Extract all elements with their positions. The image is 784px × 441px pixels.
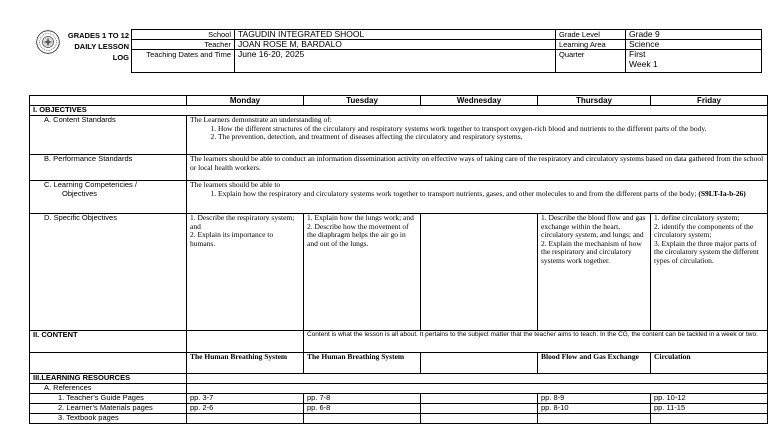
tb-tuesday — [304, 414, 421, 424]
quarter-value — [626, 50, 762, 73]
content-monday: The Human Breathing System — [187, 353, 304, 374]
teachers-guide-label: 1. Teacher’s Guide Pages — [30, 394, 187, 404]
grade-level-label: Grade Level — [556, 30, 626, 40]
content-thursday: Blood Flow and Gas Exchange — [538, 353, 651, 374]
objectives-title: I. OBJECTIVES — [30, 106, 768, 116]
content-description-blank — [187, 331, 304, 353]
teaching-dates-label: Teaching Dates and Time — [132, 50, 235, 73]
resources-title-blank — [187, 374, 768, 384]
tb-wednesday — [421, 414, 538, 424]
lm-monday: pp. 2-6 — [187, 404, 304, 414]
performance-standards-row — [30, 155, 768, 181]
content-topics-label-cell — [30, 353, 187, 374]
grade-level-value: Grade 9 — [626, 30, 762, 40]
header-info-table — [131, 29, 762, 73]
lm-tuesday: pp. 6-8 — [304, 404, 421, 414]
week-text: Week 1 — [629, 58, 658, 69]
day-thursday: Thursday — [538, 96, 651, 106]
school-label: School — [132, 30, 235, 40]
resources-title: III.LEARNING RESOURCES — [30, 374, 187, 384]
content-description: Content is what the lesson is all about. It pertains to the subject matter that the teacher aims to teach. In the CG, the content can be tackled in a week or two. — [304, 331, 768, 353]
specific-objectives-monday: 1. Describe the respiratory system; and 2. Explain its importance to humans. — [187, 214, 304, 331]
specific-objectives-label: D. Specific Objectives — [30, 214, 187, 331]
form-title-line-2: DAILY LESSON — [74, 42, 129, 51]
tg-friday: pp. 10-12 — [651, 394, 768, 404]
content-friday: Circulation — [651, 353, 768, 374]
competency-item-text: Explain how the respiratory and circulatory systems work together to transport nutrients, gases, and other molecules to and from the different parts of the body; — [218, 188, 697, 198]
competency-item-1 — [218, 190, 764, 199]
content-title: II. CONTENT — [30, 331, 187, 353]
competencies-text — [187, 181, 768, 214]
references-blank — [187, 384, 768, 394]
lesson-log-table — [29, 95, 768, 424]
competencies-label — [30, 181, 187, 214]
content-tuesday: The Human Breathing System — [304, 353, 421, 374]
quarter-text: First — [629, 49, 646, 59]
tg-thursday: pp. 8-9 — [538, 394, 651, 404]
content-standard-item-1: 1. How the different structures of the circulatory and respiratory systems work together to transport oxygen-rich blood and nutrients to the different parts of the body. — [218, 125, 764, 134]
competencies-intro: The learners should be able to — [190, 180, 281, 189]
day-tuesday: Tuesday — [304, 96, 421, 106]
form-title-line-3: LOG — [112, 53, 129, 62]
textbook-row — [30, 414, 768, 424]
learners-materials-row — [30, 404, 768, 414]
lm-thursday: pp. 8-10 — [538, 404, 651, 414]
references-label: A. References — [30, 384, 187, 394]
learning-area-label: Learning Area — [556, 40, 626, 50]
competencies-row — [30, 181, 768, 214]
textbook-label: 3. Textbook pages — [30, 414, 187, 424]
quarter-label: Quarter — [556, 50, 626, 73]
content-standards-intro: The Learners demonstrate an understanding of: — [190, 115, 332, 124]
teacher-label: Teacher — [132, 40, 235, 50]
specific-objectives-row — [30, 214, 768, 331]
learning-area-value: Science — [626, 40, 762, 50]
performance-standards-text: The learners should be able to conduct an information dissemination activity on effective ways of taking care of the respiratory and circulatory systems based on data gathered from the school or local health workers. — [187, 155, 768, 181]
tg-monday: pp. 3-7 — [187, 394, 304, 404]
tb-friday — [651, 414, 768, 424]
day-monday: Monday — [187, 96, 304, 106]
deped-seal-logo — [36, 30, 60, 54]
performance-standards-label: B. Performance Standards — [30, 155, 187, 181]
school-value: TAGUDIN INTEGRATED SHOOL — [235, 30, 556, 40]
lm-friday: pp. 11-15 — [651, 404, 768, 414]
lm-wednesday — [421, 404, 538, 414]
content-topics-row — [30, 353, 768, 374]
learners-materials-label: 2. Learner’s Materials pages — [30, 404, 187, 414]
content-wednesday — [421, 353, 538, 374]
days-header-row — [30, 96, 768, 106]
day-friday: Friday — [651, 96, 768, 106]
specific-objectives-friday: 1. define circulatory system; 2. identify the components of the circulatory system; 3. Explain the three major parts of the circulatory system the different types of circulation. — [651, 214, 768, 331]
tg-wednesday — [421, 394, 538, 404]
references-row — [30, 384, 768, 394]
tb-thursday — [538, 414, 651, 424]
content-standards-row — [30, 116, 768, 155]
content-standards-label: A. Content Standards — [30, 116, 187, 155]
teaching-dates-value: June 16-20, 2025 — [235, 50, 556, 73]
teachers-guide-row — [30, 394, 768, 404]
day-wednesday: Wednesday — [421, 96, 538, 106]
tb-monday — [187, 414, 304, 424]
competency-code: (S9LT-Ia-b-26) — [698, 188, 746, 198]
content-description-row — [30, 331, 768, 353]
form-title-line-1: GRADES 1 TO 12 — [67, 31, 129, 40]
blank-header-cell — [30, 96, 187, 106]
specific-objectives-thursday: 1. Describe the blood flow and gas exchange within the heart, circulatory system, and lungs; and 2. Explain the mechanism of how the respiratory and circulatory systems work together. — [538, 214, 651, 331]
competencies-label-line-2: Objectives — [62, 188, 98, 198]
content-standard-item-2: 2. The prevention, detection, and treatment of diseases affecting the circulatory and respiratory systems. — [218, 133, 764, 142]
competencies-label-line-1: C. Learning Competencies / — [44, 180, 137, 189]
resources-section-row — [30, 374, 768, 384]
form-title — [61, 30, 129, 63]
content-standards-text — [187, 116, 768, 155]
objectives-section-row — [30, 106, 768, 116]
teacher-value: JOAN ROSE M, BARDALO — [235, 40, 556, 50]
tg-tuesday: pp. 7-8 — [304, 394, 421, 404]
specific-objectives-tuesday: 1. Explain how the lungs work; and 2. Describe how the movement of the diaphragm helps the air go in and out of the lungs. — [304, 214, 421, 331]
specific-objectives-wednesday — [421, 214, 538, 331]
